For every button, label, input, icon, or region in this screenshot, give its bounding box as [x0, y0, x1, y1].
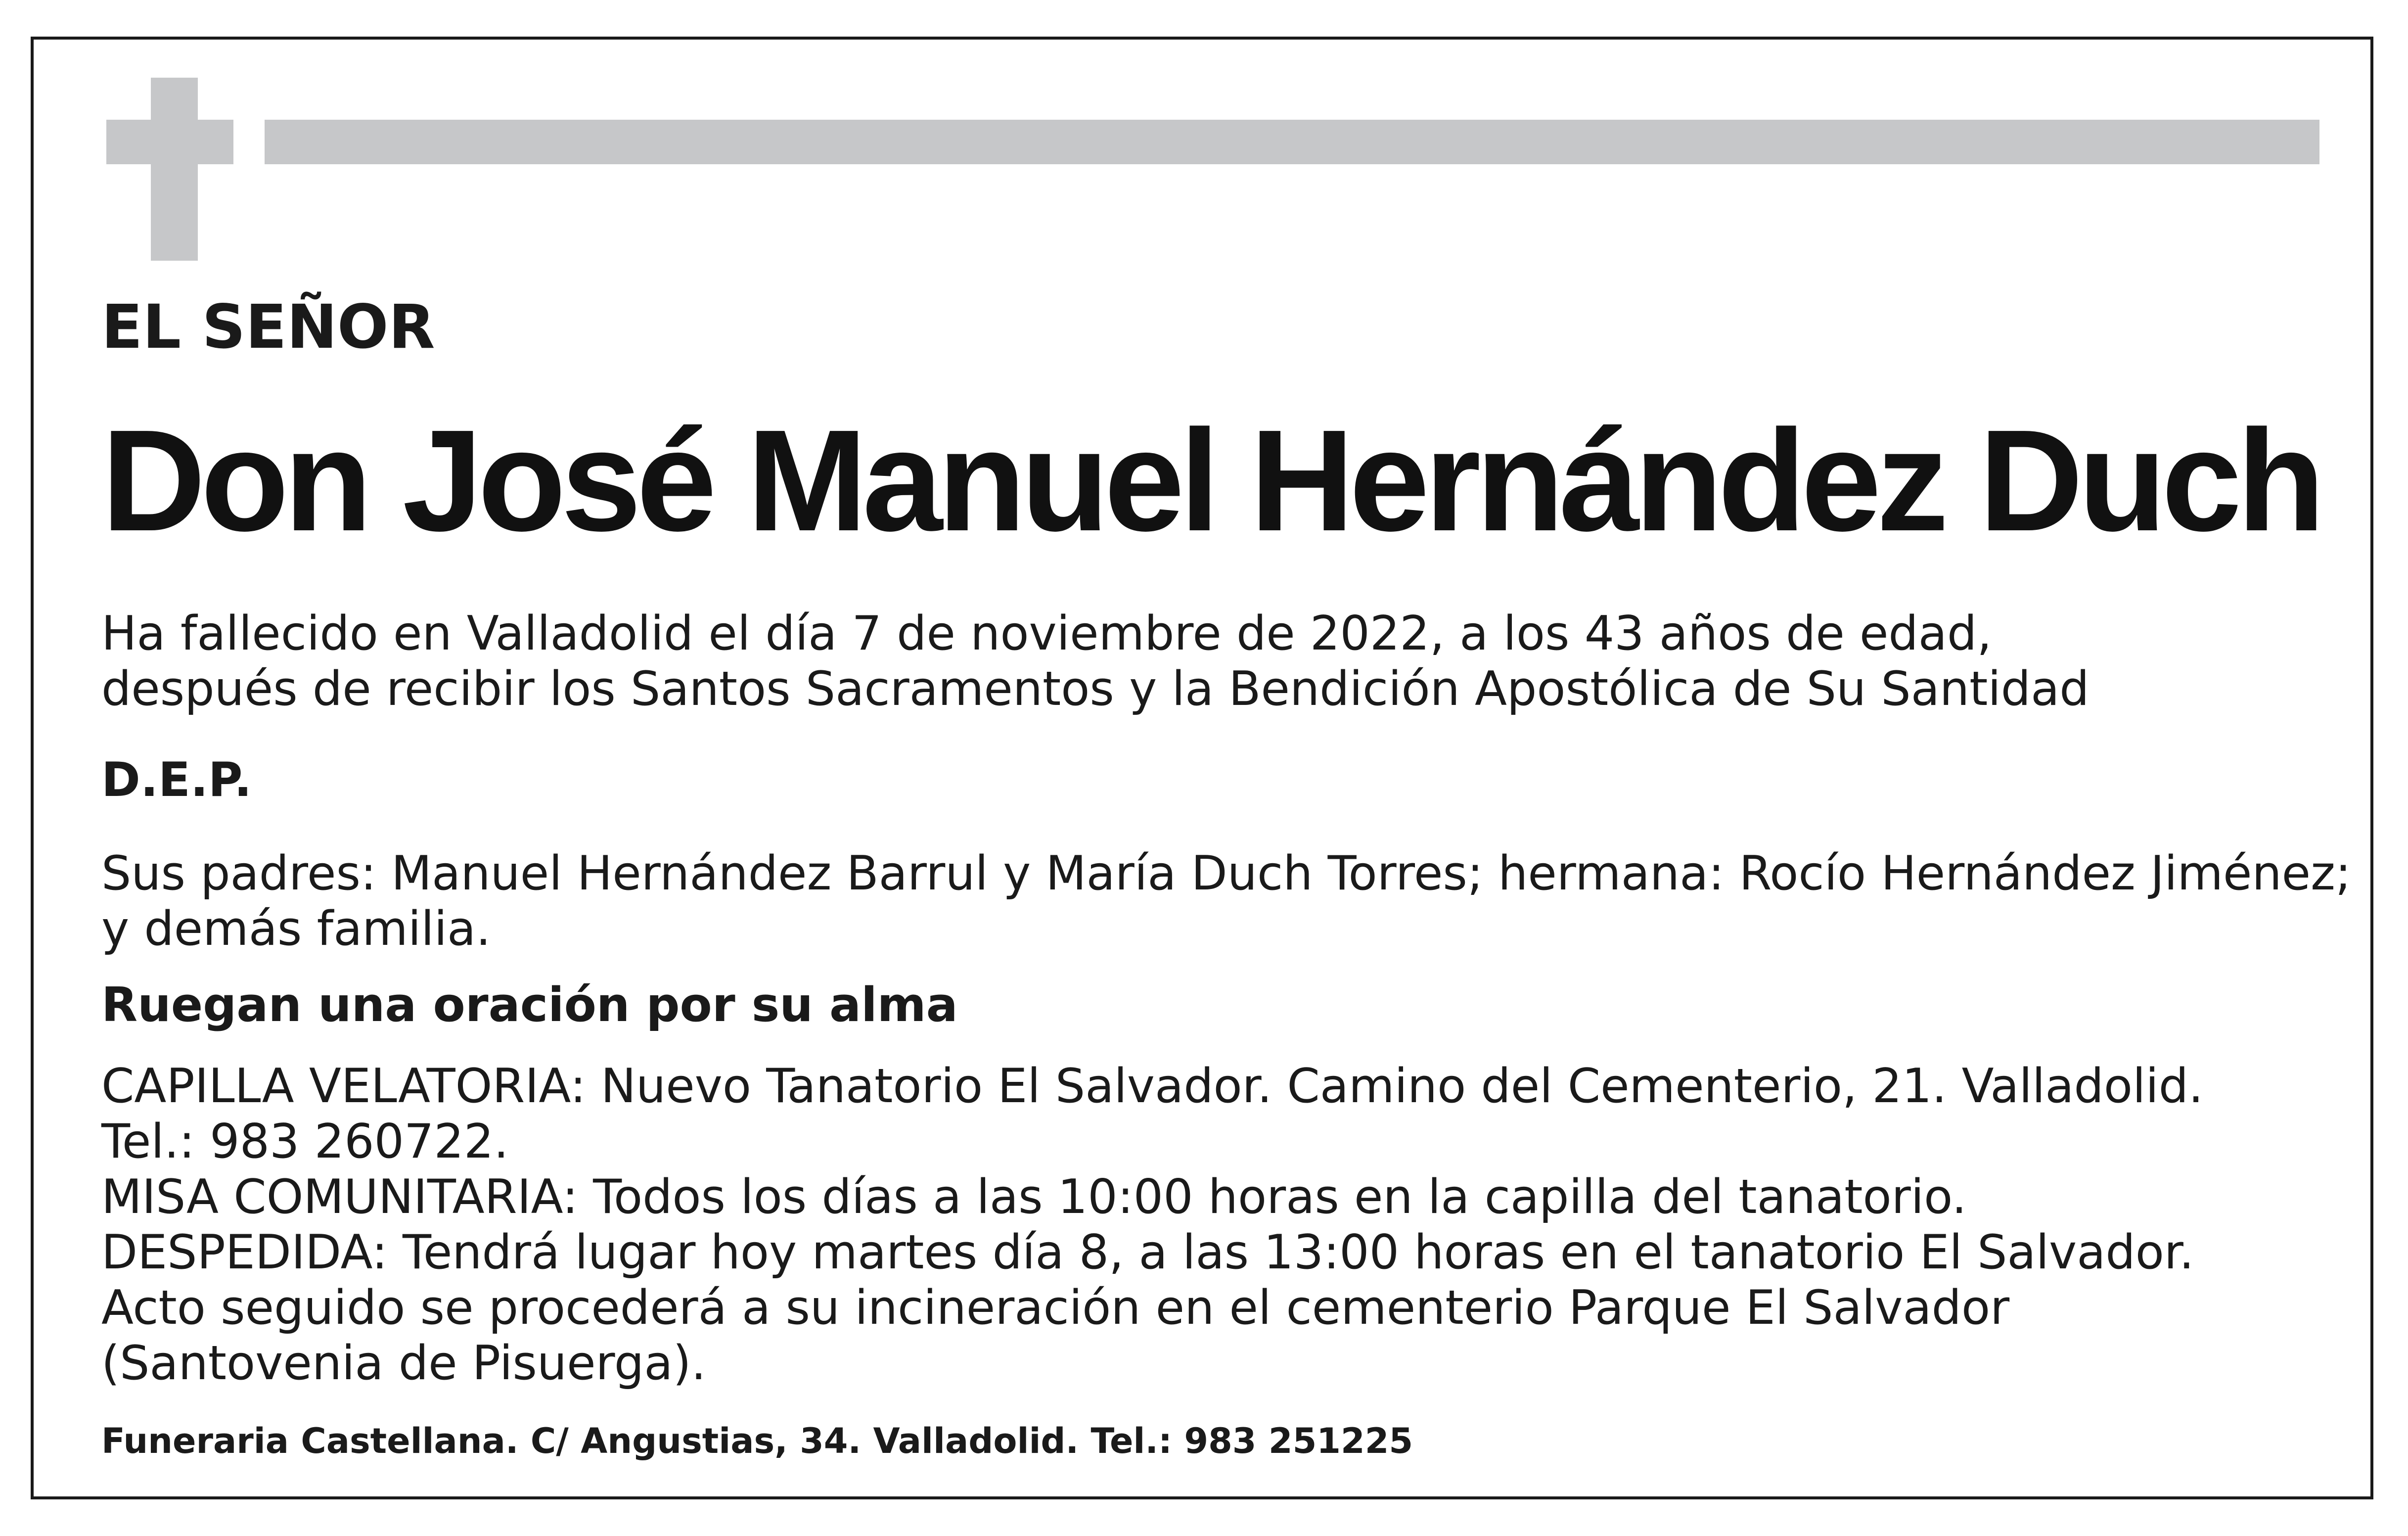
details-line: CAPILLA VELATORIA: Nuevo Tanatorio El Salvador. Camino del Cementerio, 21. Valladolid. [101, 1059, 2204, 1114]
cross-horizontal-bar [106, 120, 233, 164]
announcement-line: Ha fallecido en Valladolid el día 7 de noviembre de 2022, a los 43 años de edad, [101, 606, 1992, 661]
details-line: MISA COMUNITARIA: Todos los días a las 10:00 horas en la capilla del tanatorio. [101, 1170, 1967, 1224]
family-line: y demás familia. [101, 902, 491, 956]
details-line: Tel.: 983 260722. [101, 1115, 509, 1169]
deceased-name: Don José Manuel Hernández Duch [101, 400, 2320, 561]
announcement-line: después de recibir los Santos Sacramentos y la Bendición Apostólica de Su Santidad [101, 662, 2090, 716]
funeral-home-footer: Funeraria Castellana. C/ Angustias, 34. Valladolid. Tel.: 983 251225 [101, 1421, 1413, 1461]
family-line: Sus padres: Manuel Hernández Barrul y María Duch Torres; hermana: Rocío Hernández Jiménez; [101, 846, 2352, 901]
prayer-request: Ruegan una oración por su alma [101, 978, 958, 1032]
announcement-text [101, 606, 2090, 717]
details-line: DESPEDIDA: Tendrá lugar hoy martes día 8, a las 13:00 horas en el tanatorio El Salvador. [101, 1225, 2194, 1280]
header-rule [265, 120, 2319, 164]
service-details [101, 1059, 2203, 1391]
details-line: (Santovenia de Pisuerga). [101, 1336, 706, 1391]
notice-heading: EL SEÑOR [101, 292, 435, 362]
family-text [101, 846, 2351, 957]
details-line: Acto seguido se procederá a su incineración en el cementerio Parque El Salvador [101, 1281, 2010, 1335]
cross-vertical-bar [151, 78, 198, 261]
dep-label: D.E.P. [101, 753, 252, 807]
